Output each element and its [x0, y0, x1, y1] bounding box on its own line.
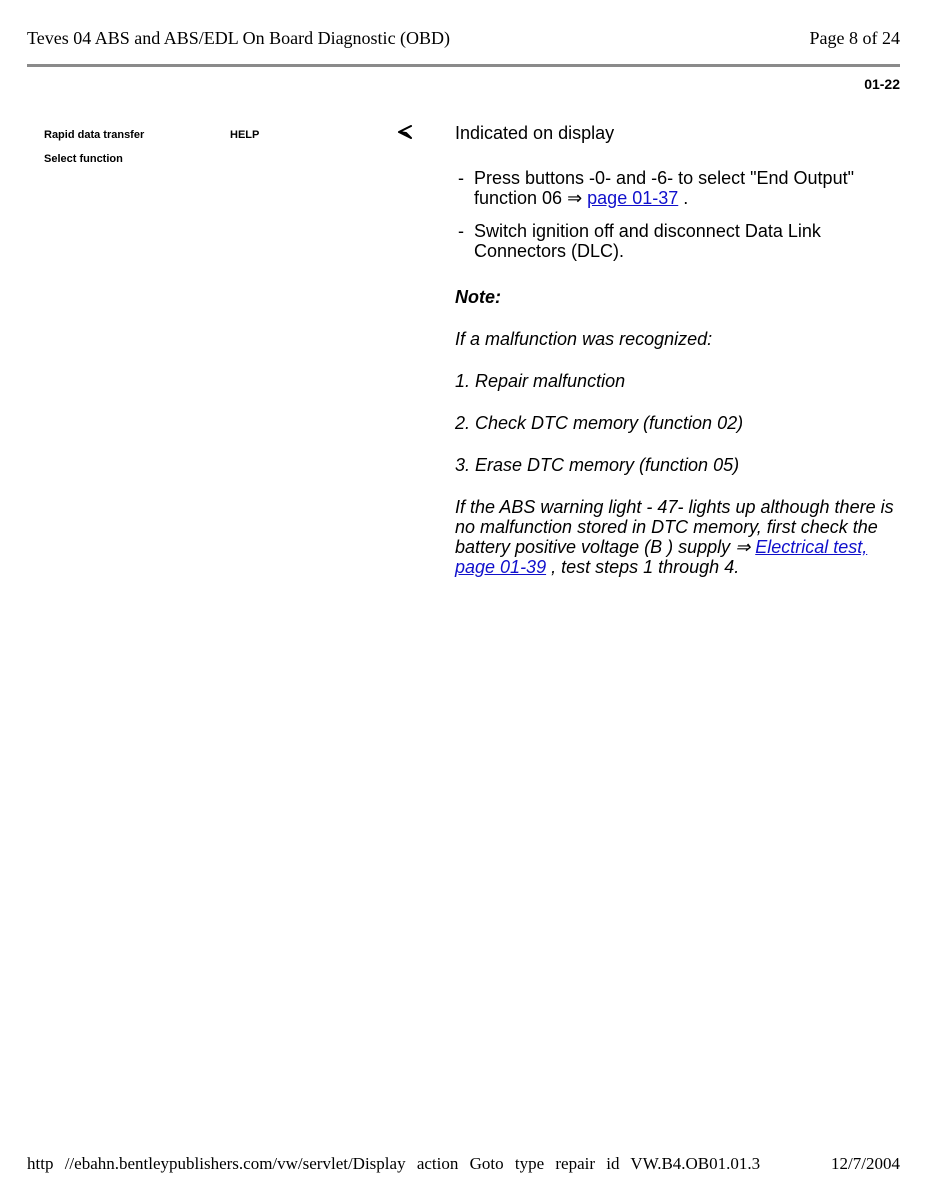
page-01-37-link[interactable]: page 01-37 — [587, 188, 679, 208]
step-dash: - — [458, 221, 464, 241]
display-line-1: Rapid data transfer — [44, 129, 145, 141]
display-line-2: Select function — [44, 153, 123, 165]
footer-url: http //ebahn.bentleypublishers.com/vw/servlet/Display action Goto type repair id VW.B4.OB01.01.3 — [27, 1154, 761, 1173]
footer-date: 12/7/2004 — [831, 1154, 900, 1173]
step1-end: . — [678, 188, 689, 208]
warning-light-paragraph — [455, 497, 900, 577]
step-dash: - — [458, 168, 464, 188]
step1-text: Press buttons -0- and -6- to select "End Output" function 06 ⇒ — [474, 168, 854, 208]
step2-text: Switch ignition off and disconnect Data Link Connectors (DLC). — [474, 221, 821, 261]
electrical-test-link[interactable]: Electrical test, page 01-39 — [455, 537, 868, 577]
note-label: Note: — [455, 287, 501, 307]
section-code: 01-22 — [864, 76, 900, 92]
page-number: Page 8 of 24 — [809, 28, 900, 48]
instructions-column — [455, 123, 900, 577]
header-divider — [27, 64, 900, 67]
display-help: HELP — [230, 129, 260, 141]
warning-text: If the ABS warning light - 47- lights up although there is no malfunction stored in DTC memory, first check the battery positive voltage (B ) supply ⇒ — [455, 497, 894, 557]
list-item-check-dtc: 2. Check DTC memory (function 02) — [455, 413, 744, 433]
display-arrow-icon — [397, 123, 415, 141]
step-switch-ignition — [455, 221, 900, 261]
indicated-on-display: Indicated on display — [455, 123, 615, 143]
list-item-erase-dtc: 3. Erase DTC memory (function 05) — [455, 455, 740, 475]
document-title: Teves 04 ABS and ABS/EDL On Board Diagnostic (OBD) — [27, 28, 451, 48]
malfunction-intro: If a malfunction was recognized: — [455, 329, 713, 349]
warning-end: , test steps 1 through 4. — [546, 557, 740, 577]
step-end-output — [455, 168, 900, 208]
list-item-repair: 1. Repair malfunction — [455, 371, 626, 391]
